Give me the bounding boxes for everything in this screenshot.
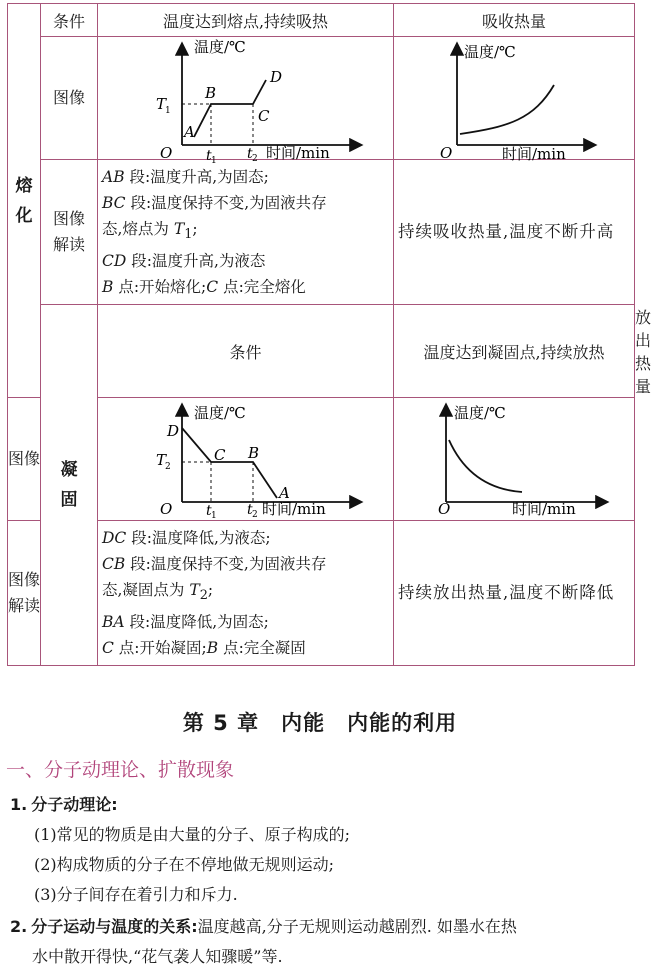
t1-temp-label: T (156, 95, 167, 113)
t2-temp-sub: 2 (165, 462, 171, 473)
absorb-curve (460, 85, 554, 134)
t1-sub: 1 (211, 511, 217, 522)
solidifying-interpretation (98, 521, 394, 666)
x-axis-label: 时间/min (262, 500, 326, 519)
segment-text: 段:温度升高,为固态; (124, 168, 269, 186)
point-name-2: C (206, 278, 219, 297)
t2-label: t (247, 502, 253, 519)
temp-sub: 1 (184, 227, 193, 243)
melting-side-label (8, 4, 41, 398)
point-b: B (248, 444, 260, 463)
t2-temp-label: T (156, 451, 167, 470)
t1-sub: 1 (211, 156, 217, 166)
segment-text: 段:温度降低,为固态; (124, 613, 269, 632)
point-number: 2. (10, 917, 28, 936)
melting-graph-right (394, 37, 635, 163)
segment-name: BC (102, 194, 126, 212)
point-a: A (279, 484, 290, 503)
interp-line (102, 577, 393, 609)
solidifying-side-char-2: 固 (60, 490, 78, 511)
heat-absorb-chart (394, 37, 635, 163)
interp-line (102, 164, 393, 190)
x-axis-label: 时间/min (502, 145, 566, 163)
point-text-2: 点:完全熔化 (218, 278, 306, 297)
label-line-1: 图像 (52, 209, 85, 229)
interp-line (102, 190, 393, 216)
point-number: 1. (10, 795, 28, 814)
y-axis-label: 温度/℃ (454, 404, 506, 423)
y-axis-label: 温度/℃ (194, 404, 246, 423)
point-d: D (270, 68, 283, 86)
segment-name: BA (102, 613, 125, 632)
segment-tail: ; (192, 220, 198, 238)
solidifying-interp-label (8, 521, 41, 666)
point-d: D (167, 422, 180, 441)
label-line-2: 解读 (8, 596, 41, 616)
y-axis-label: 温度/℃ (464, 43, 516, 61)
x-axis-label: 时间/min (512, 500, 576, 519)
point-text-2: 点:完全凝固 (218, 639, 306, 658)
release-curve (449, 440, 522, 492)
point-2-line-2: 水中散开得快,“花气袭人知骤暖”等. (32, 947, 283, 966)
melting-side-char-2: 化 (15, 205, 33, 226)
origin-label: O (160, 500, 173, 519)
section-title: 一、分子动理论、扩散现象 (6, 759, 235, 781)
point-name-2: B (206, 639, 219, 658)
solidifying-condition-left: 温度达到凝固点,持续放热 (394, 305, 635, 398)
origin-label: O (438, 500, 451, 519)
t1-temp-sub: 1 (165, 106, 171, 116)
label-line-1: 图像 (8, 570, 41, 590)
point-1-item-1: (1)常见的物质是由大量的分子、原子构成的; (34, 825, 351, 844)
point-b: B (205, 84, 217, 102)
interp-line (102, 274, 393, 300)
point-c: C (214, 446, 226, 465)
segment-text: 段:温度升高,为液态 (126, 252, 266, 271)
melting-condition-label: 条件 (41, 4, 98, 37)
interp-line (102, 525, 393, 551)
chapter-title: 第 5 章 内能 内能的利用 (182, 711, 458, 735)
point-name: B (102, 278, 114, 297)
melting-graph-left (98, 37, 394, 166)
point-1-item-3: (3)分子间存在着引力和斥力. (34, 885, 238, 904)
solidifying-graph-label: 图像 (8, 398, 41, 521)
segment-name: AB (102, 168, 125, 186)
origin-label: O (440, 144, 453, 162)
point-name: C (102, 639, 114, 658)
solidifying-graph-right (394, 398, 635, 521)
states-table: 熔 化 条件 温度达到熔点,持续吸热 吸收热量 图像 温度/℃ 时间/min O T 1 t 1 t 2 A B C D 温度/℃ 时间/min O 图像 解读 AB 段:温度升高,为固态; BC 段:温度保持不变,为固液共存 态,熔点为 $T_1$; CD 段:温度升高,为液态 B 点:开始熔化;C 点:完全熔化 持续吸收热量,温度不断升高 凝 固 条件 温度达到凝固点,持续放热 放出热量 图像 温度/℃ 时间/min O T 2 t 1 t 2 D C B A 温度/℃ 时间/min O 图像 解读 DC 段:温度降低,为液态; CB 段:温度保持不变,为固液共存 态,凝固点为 $T_2$; BA 段:温度降低,为固态; C 点:开始凝固;B 点:完全凝固 持续放出热量,温度不断降低 (7, 3, 635, 666)
y-axis-label: 温度/℃ (194, 38, 246, 56)
t2-sub: 2 (252, 154, 258, 164)
heat-release-chart (394, 398, 635, 519)
t1-label: t (206, 503, 212, 520)
melting-condition-left: 温度达到熔点,持续吸热 (98, 4, 394, 37)
interp-line (102, 551, 393, 577)
solidifying-condition-label: 条件 (98, 305, 394, 398)
segment-text: 段:温度保持不变,为固液共存 (125, 555, 327, 574)
melting-graph-label: 图像 (41, 37, 98, 160)
segment-tail: ; (207, 581, 214, 600)
segment-text: 态,熔点为 (102, 220, 174, 238)
x-axis-label: 时间/min (266, 144, 330, 162)
t2-sub: 2 (252, 510, 258, 521)
t1-label: t (206, 148, 212, 164)
solidifying-curve (182, 428, 277, 498)
melting-interpretation (98, 160, 394, 305)
point-head: 分子动理论: (31, 795, 118, 814)
segment-text: 态,凝固点为 (102, 581, 190, 600)
melting-curve-chart (98, 37, 394, 166)
point-1-item-2: (2)构成物质的分子在不停地做无规则运动; (34, 855, 335, 874)
interp-line (102, 216, 393, 248)
point-head: 分子运动与温度的关系: (31, 917, 198, 936)
melting-side-char-1: 熔 (15, 175, 33, 196)
temp-symbol: T (173, 220, 185, 238)
point-c: C (258, 107, 270, 125)
melting-interp-label (41, 160, 98, 305)
solidifying-note: 持续放出热量,温度不断降低 (394, 521, 635, 666)
interp-line (102, 635, 393, 661)
point-a: A (184, 123, 195, 141)
solidifying-curve-chart (98, 398, 394, 522)
label-line-2: 解读 (52, 235, 85, 255)
point-text: 温度越高,分子无规则运动越剧烈. 如墨水在热 (197, 917, 517, 936)
solidifying-side-label (41, 305, 98, 666)
solidifying-graph-left (98, 398, 394, 521)
interp-line (102, 609, 393, 635)
t2-label: t (247, 146, 253, 162)
segment-name: DC (102, 529, 127, 548)
solidifying-side-char-1: 凝 (60, 460, 78, 481)
melting-condition-right: 吸收热量 (394, 4, 635, 37)
point-text: 点:开始凝固; (113, 639, 207, 658)
segment-name: CB (102, 555, 126, 574)
segment-text: 段:温度保持不变,为固液共存 (125, 194, 327, 212)
temp-sub: 2 (199, 588, 208, 604)
segment-name: CD (102, 252, 127, 271)
temp-symbol: T (189, 581, 200, 600)
point-text: 点:开始熔化; (113, 278, 207, 297)
interp-line (102, 248, 393, 274)
origin-label: O (160, 144, 173, 162)
point-2-line-1 (10, 914, 517, 937)
segment-text: 段:温度降低,为液态; (126, 529, 271, 548)
melting-note: 持续吸收热量,温度不断升高 (394, 160, 635, 305)
point-1-heading (10, 792, 118, 815)
